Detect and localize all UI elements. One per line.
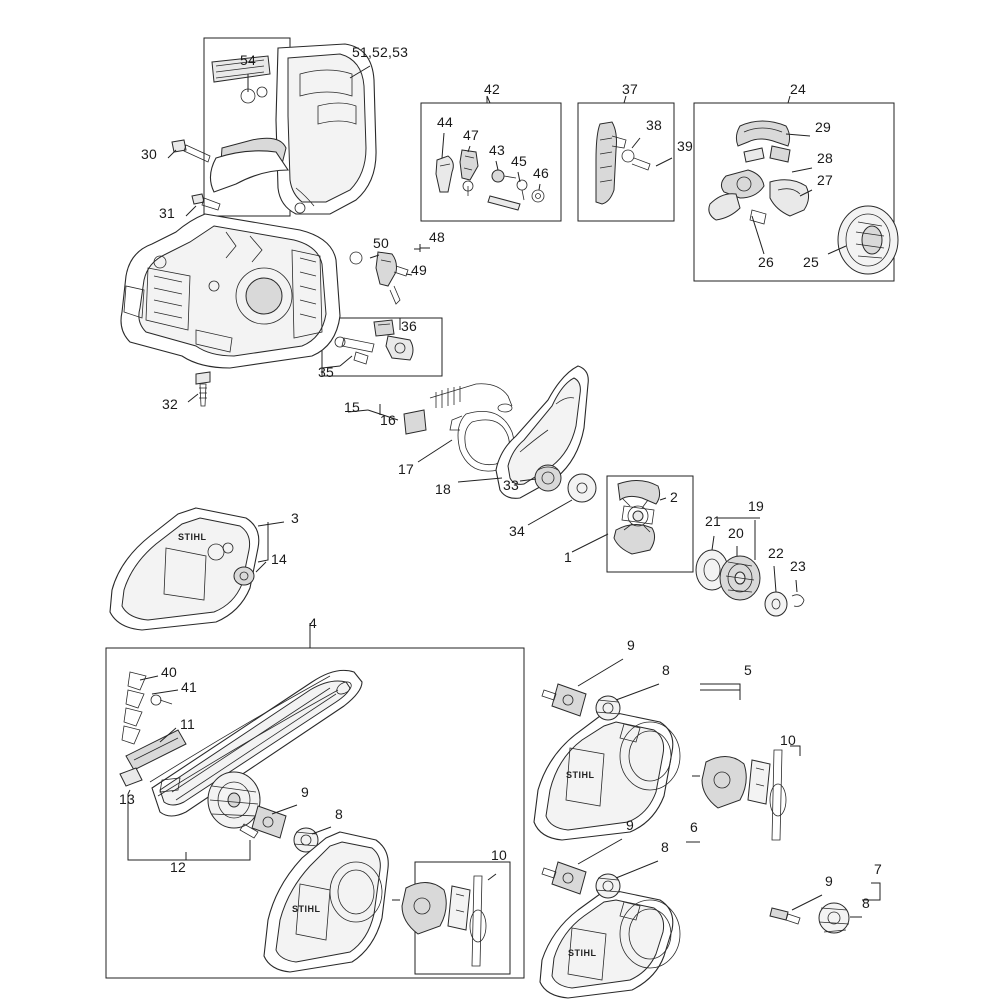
engine-housing bbox=[121, 214, 340, 368]
callout-50: 50 bbox=[373, 235, 389, 251]
callout-8-b: 8 bbox=[335, 806, 343, 822]
callout-10-b: 10 bbox=[491, 847, 507, 863]
callout-18: 18 bbox=[435, 481, 451, 497]
bolt-31 bbox=[186, 194, 220, 216]
callout-45: 45 bbox=[511, 153, 527, 169]
cover-variant-5 bbox=[534, 712, 680, 840]
brake-spring-parts bbox=[348, 384, 512, 434]
clutch-drum-group bbox=[696, 518, 804, 616]
callout-7: 7 bbox=[874, 861, 882, 877]
callout-46: 46 bbox=[533, 165, 549, 181]
svg-text:STIHL: STIHL bbox=[568, 948, 597, 958]
callout-51-52-53: 51,52,53 bbox=[352, 44, 409, 60]
callout-22: 22 bbox=[768, 545, 784, 561]
callout-9-b: 9 bbox=[301, 784, 309, 800]
callout-30: 30 bbox=[141, 146, 157, 162]
callout-9-d: 9 bbox=[825, 873, 833, 889]
callout-15: 15 bbox=[344, 399, 360, 415]
callout-33: 33 bbox=[503, 477, 519, 493]
callout-16: 16 bbox=[380, 412, 396, 428]
callout-37: 37 bbox=[622, 81, 638, 97]
callout-32: 32 bbox=[162, 396, 178, 412]
sprocket-cover-box4 bbox=[264, 832, 388, 972]
svg-text:STIHL: STIHL bbox=[292, 904, 321, 914]
callout-39: 39 bbox=[677, 138, 693, 154]
callout-6: 6 bbox=[690, 819, 698, 835]
callout-9-c: 9 bbox=[626, 817, 634, 833]
brake-lever-18 bbox=[458, 366, 588, 498]
callout-8-a: 8 bbox=[662, 662, 670, 678]
callout-25: 25 bbox=[803, 254, 819, 270]
callout-28: 28 bbox=[817, 150, 833, 166]
tensioner-parts-10b bbox=[392, 874, 496, 966]
handle-guard-assembly bbox=[210, 44, 376, 214]
callout-4: 4 bbox=[309, 615, 317, 631]
callout-20: 20 bbox=[728, 525, 744, 541]
callout-11: 11 bbox=[180, 716, 195, 732]
callout-23: 23 bbox=[790, 558, 806, 574]
callout-31: 31 bbox=[159, 205, 175, 221]
plate-nut-variant-6 bbox=[542, 839, 700, 898]
callout-34: 34 bbox=[509, 523, 525, 539]
svg-text:STIHL: STIHL bbox=[178, 532, 207, 542]
callout-5: 5 bbox=[744, 662, 752, 678]
plate-nut-variant-5 bbox=[542, 659, 740, 720]
callout-8-d: 8 bbox=[862, 895, 870, 911]
cover-variant-6 bbox=[540, 890, 680, 998]
svg-text:STIHL: STIHL bbox=[566, 770, 595, 780]
callout-54: 54 bbox=[240, 52, 256, 68]
callout-26: 26 bbox=[758, 254, 774, 270]
callout-35: 35 bbox=[318, 364, 334, 380]
sprocket-25 bbox=[828, 206, 898, 274]
callout-13: 13 bbox=[119, 791, 135, 807]
clutch-shoe-parts bbox=[709, 96, 812, 254]
callout-29: 29 bbox=[815, 119, 831, 135]
callout-41: 41 bbox=[181, 679, 197, 695]
callout-47: 47 bbox=[463, 127, 479, 143]
callout-38: 38 bbox=[646, 117, 662, 133]
callout-12: 12 bbox=[170, 859, 186, 875]
callout-8-c: 8 bbox=[661, 839, 669, 855]
sprocket-cover-3 bbox=[110, 508, 284, 630]
callout-2: 2 bbox=[670, 489, 678, 505]
callout-17: 17 bbox=[398, 461, 414, 477]
callout-42: 42 bbox=[484, 81, 500, 97]
callout-40: 40 bbox=[161, 664, 177, 680]
callout-1: 1 bbox=[564, 549, 572, 565]
callout-19: 19 bbox=[748, 498, 764, 514]
callout-21: 21 bbox=[705, 513, 721, 529]
callout-9-a: 9 bbox=[627, 637, 635, 653]
callout-43: 43 bbox=[489, 142, 505, 158]
callout-44: 44 bbox=[437, 114, 453, 130]
callout-48: 48 bbox=[429, 229, 445, 245]
callout-3: 3 bbox=[291, 510, 299, 526]
callout-14: 14 bbox=[271, 551, 287, 567]
callout-10-a: 10 bbox=[780, 732, 796, 748]
callout-27: 27 bbox=[817, 172, 833, 188]
bolt-32 bbox=[188, 372, 210, 406]
tensioner-parts-10a bbox=[692, 746, 800, 840]
chain-tensioner-parts bbox=[596, 96, 672, 204]
callout-49: 49 bbox=[411, 262, 427, 278]
callout-24: 24 bbox=[790, 81, 806, 97]
callout-36: 36 bbox=[401, 318, 417, 334]
